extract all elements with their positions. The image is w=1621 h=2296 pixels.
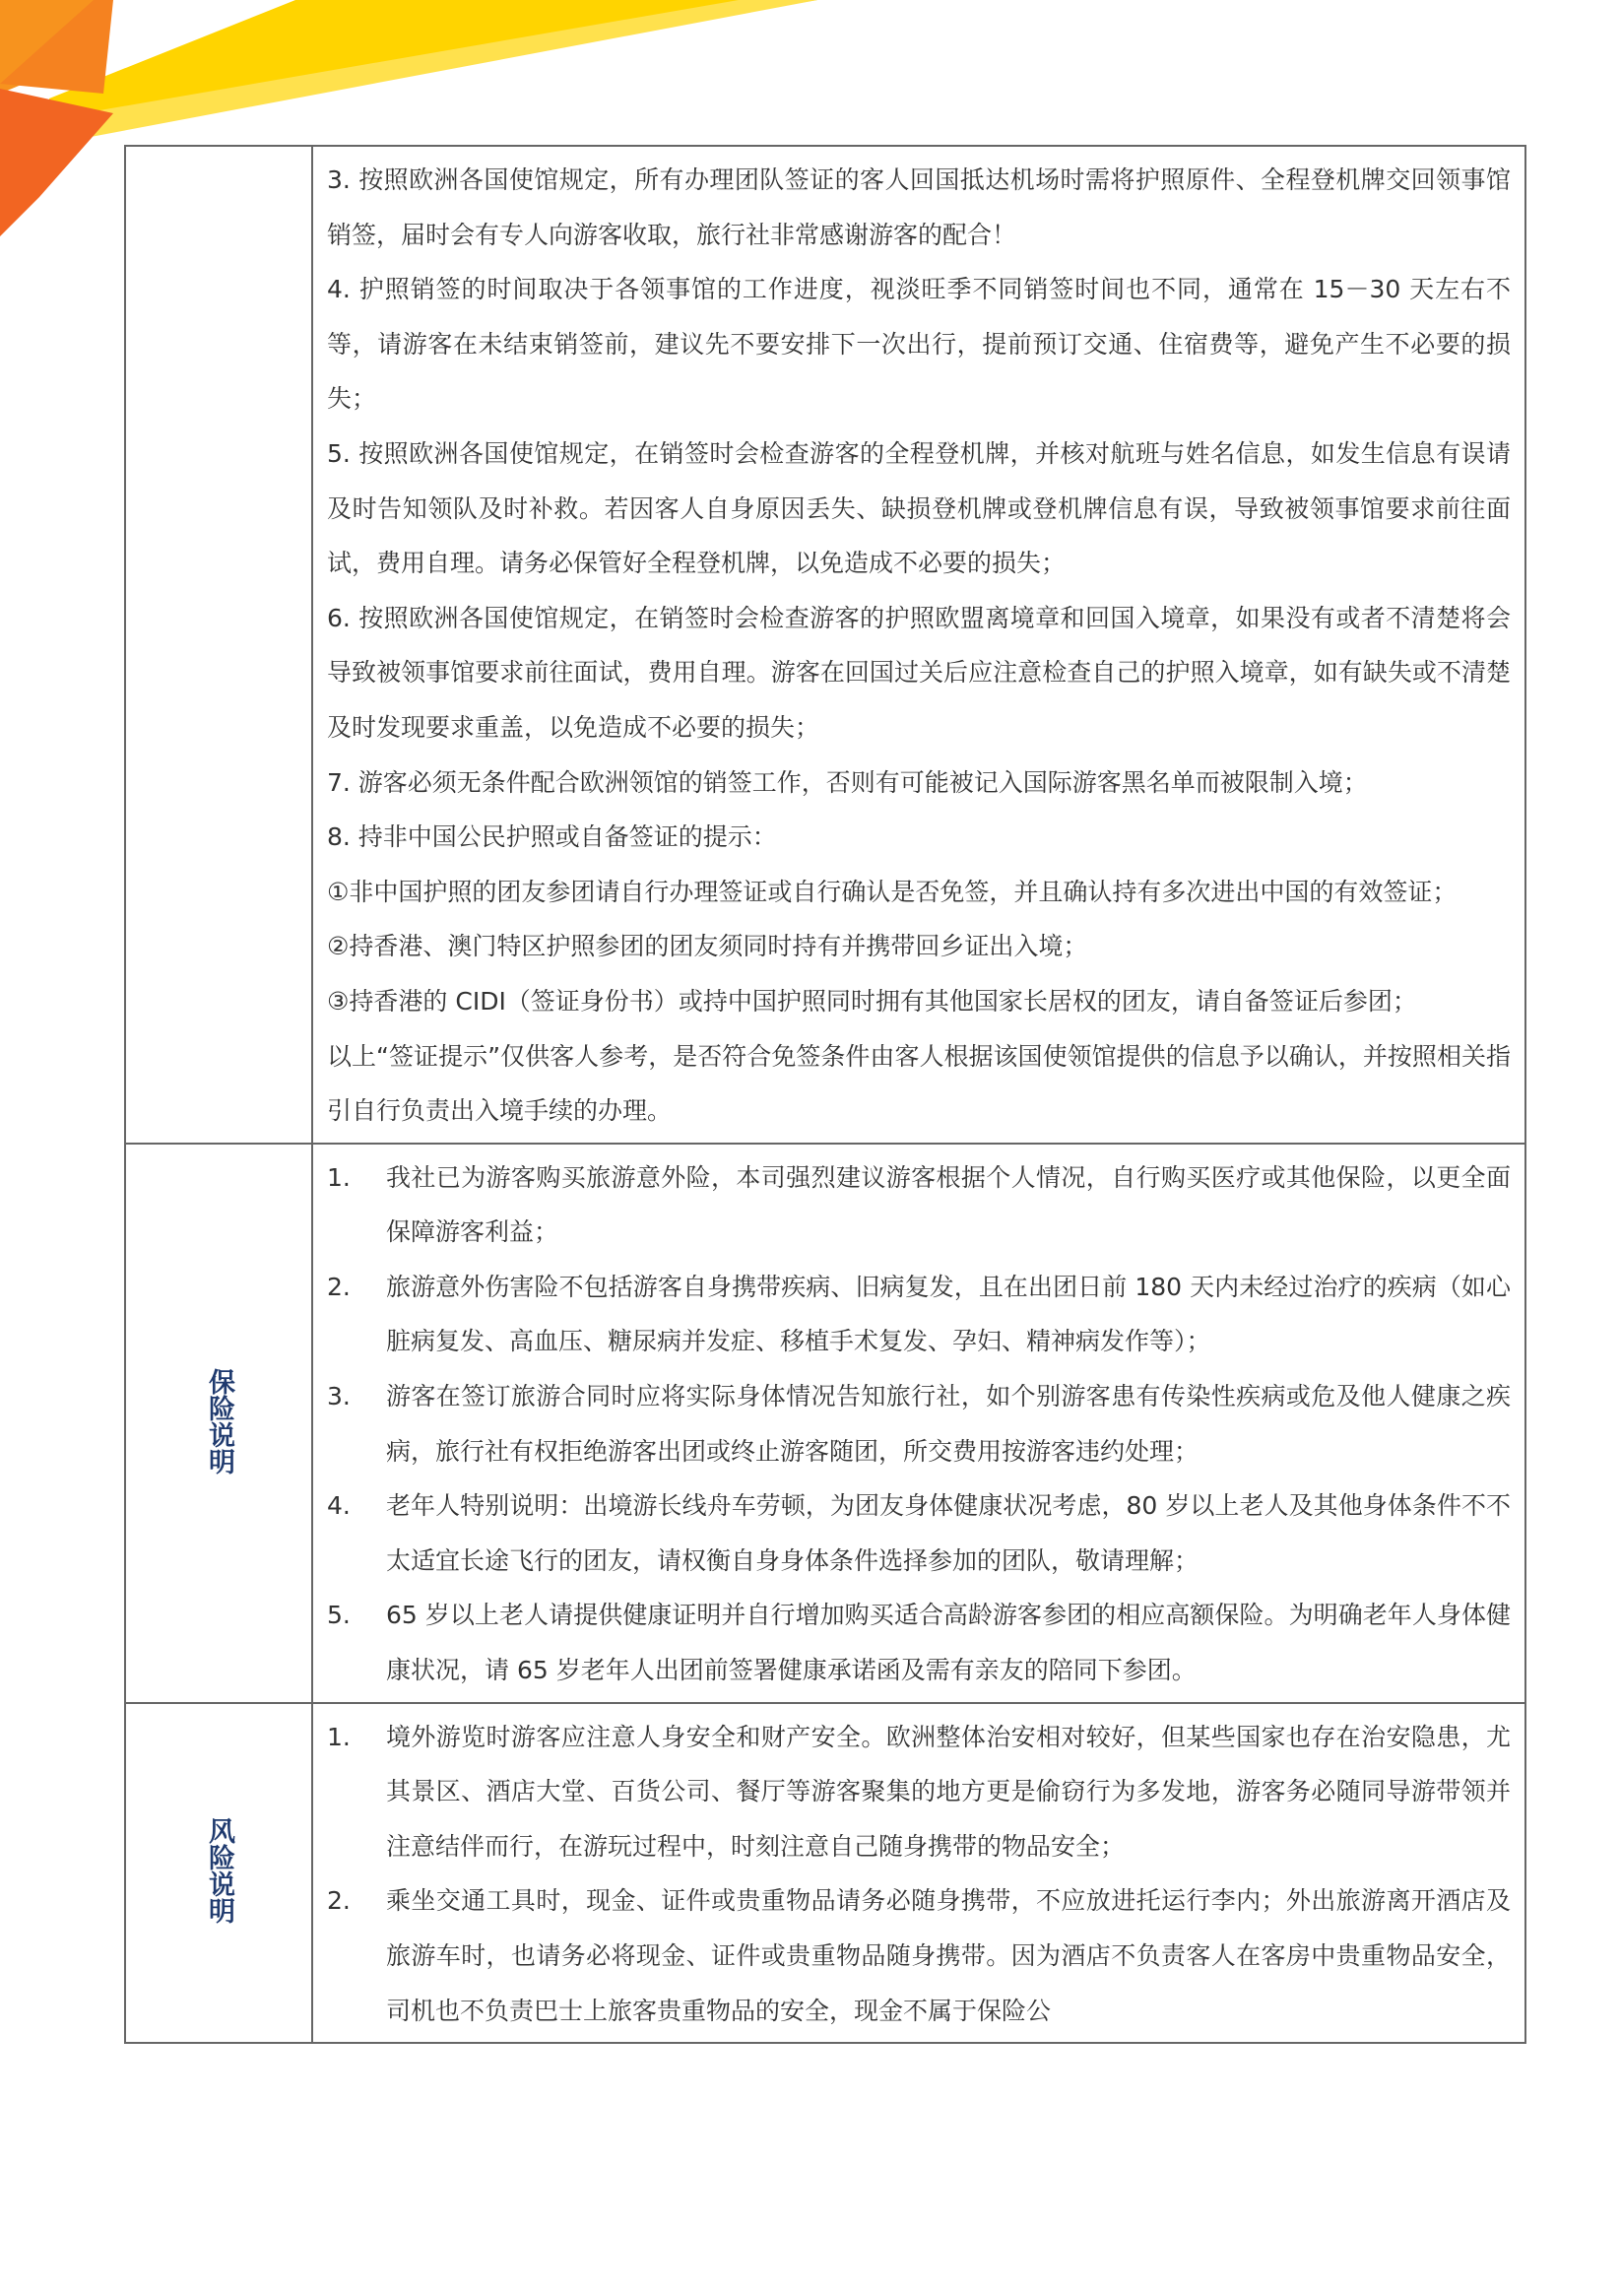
visa-content-cell (312, 146, 1525, 1144)
travel-notice-table (124, 145, 1526, 2044)
visa-note: ②持香港、澳门特区护照参团的团友须同时持有并携带回乡证出入境； (327, 932, 1088, 961)
insurance-content-cell (312, 1144, 1525, 1703)
risk-content-cell (312, 1703, 1525, 2044)
item-text: 乘坐交通工具时，现金、证件或贵重物品请务必随身携带，不应放进托运行李内；外出旅游离开酒店及旅游车时，也请务必将现金、证件或贵重物品随身携带。因为酒店不负责客人在客房中贵重物品安全，司机也不负责巴士上旅客贵重物品的安全，现金不属于保险公 (386, 1886, 1511, 2025)
item-text: 我社已为游客购买旅游意外险，本司强烈建议游客根据个人情况，自行购买医疗或其他保险，以更全面保障游客利益； (386, 1162, 1511, 1247)
item-text: 旅游意外伤害险不包括游客自身携带疾病、旧病复发，且在出团日前 180 天内未经过治疗的疾病（如心脏病复发、高血压、糖尿病并发症、移植手术复发、孕妇、精神病发作等）； (386, 1272, 1511, 1356)
visa-note: 7. 游客必须无条件配合欧洲领馆的销签工作，否则有可能被记入国际游客黑名单而被限制入境； (327, 767, 1368, 797)
item-text: 老年人特别说明：出境游长线舟车劳顿，为团友身体健康状况考虑，80 岁以上老人及其他身体条件不不太适宜长途飞行的团友，请权衡自身身体条件选择参加的团队，敬请理解； (386, 1491, 1511, 1575)
insurance-item (327, 1369, 1511, 1478)
risk-item (327, 1873, 1511, 2038)
insurance-label-cell (125, 1144, 312, 1703)
item-text: 游客在签订旅游合同时应将实际身体情况告知旅行社，如个别游客患有传染性疾病或危及他人健康之疾病，旅行社有权拒绝游客出团或终止游客随团，所交费用按游客违约处理； (386, 1382, 1511, 1466)
visa-note: 5. 按照欧洲各国使馆规定，在销签时会检查游客的全程登机牌，并核对航班与姓名信息，如发生信息有误请及时告知领队及时补救。若因客人自身原因丢失、缺损登机牌或登机牌信息有误，导致被领事馆要求前往面试，费用自理。请务必保管好全程登机牌，以免造成不必要的损失； (327, 438, 1511, 578)
item-number: 3. (327, 1382, 351, 1411)
visa-note: 3. 按照欧洲各国使馆规定，所有办理团队签证的客人回国抵达机场时需将护照原件、全程登机牌交回领事馆销签，届时会有专人向游客收取，旅行社非常感谢游客的配合！ (327, 165, 1511, 249)
item-number: 5. (327, 1601, 351, 1630)
insurance-row (125, 1144, 1525, 1703)
visa-note: ③持香港的 CIDI（签证身份书）或持中国护照同时拥有其他国家长居权的团友，请自备签证后参团； (327, 986, 1417, 1016)
risk-section-label: 风险说明 (204, 1817, 234, 1925)
visa-label-cell (125, 146, 312, 1144)
insurance-item (327, 1588, 1511, 1697)
insurance-section-label: 保险说明 (204, 1367, 234, 1475)
risk-row (125, 1703, 1525, 2044)
insurance-item (327, 1150, 1511, 1260)
item-number: 2. (327, 1272, 351, 1301)
visa-note: 8. 持非中国公民护照或自备签证的提示： (327, 822, 777, 852)
insurance-item (327, 1260, 1511, 1369)
item-number: 2. (327, 1886, 351, 1916)
item-number: 1. (327, 1722, 351, 1751)
item-text: 65 岁以上老人请提供健康证明并自行增加购买适合高龄游客参团的相应高额保险。为明确老年人身体健康状况，请 65 岁老年人出团前签署健康承诺函及需有亲友的陪同下参团。 (386, 1601, 1511, 1685)
visa-note: 以上“签证提示”仅供客人参考，是否符合免签条件由客人根据该国使领馆提供的信息予以确认，并按照相关指引自行负责出入境手续的办理。 (327, 1041, 1511, 1126)
item-number: 4. (327, 1491, 351, 1521)
visa-note: ①非中国护照的团友参团请自行办理签证或自行确认是否免签，并且确认持有多次进出中国的有效签证； (327, 877, 1458, 906)
item-text: 境外游览时游客应注意人身安全和财产安全。欧洲整体治安相对较好，但某些国家也存在治安隐患，尤其景区、酒店大堂、百货公司、餐厅等游客聚集的地方更是偷窃行为多发地，游客务必随同导游带领并注意结伴而行，在游玩过程中，时刻注意自己随身携带的物品安全； (386, 1722, 1511, 1861)
visa-row (125, 146, 1525, 1144)
visa-note: 4. 护照销签的时间取决于各领事馆的工作进度，视淡旺季不同销签时间也不同，通常在 15－30 天左右不等，请游客在未结束销签前，建议先不要安排下一次出行，提前预订交通、住宿费等，避免产生不必要的损失； (327, 275, 1511, 414)
insurance-item (327, 1478, 1511, 1588)
visa-note: 6. 按照欧洲各国使馆规定，在销签时会检查游客的护照欧盟离境章和回国入境章，如果没有或者不清楚将会导致被领事馆要求前往面试，费用自理。游客在回国过关后应注意检查自己的护照入境章，如有缺失或不清楚及时发现要求重盖，以免造成不必要的损失； (327, 603, 1511, 742)
orange-wedge-lower (0, 89, 113, 236)
item-number: 1. (327, 1162, 351, 1192)
risk-label-cell (125, 1703, 312, 2044)
risk-item (327, 1710, 1511, 1874)
